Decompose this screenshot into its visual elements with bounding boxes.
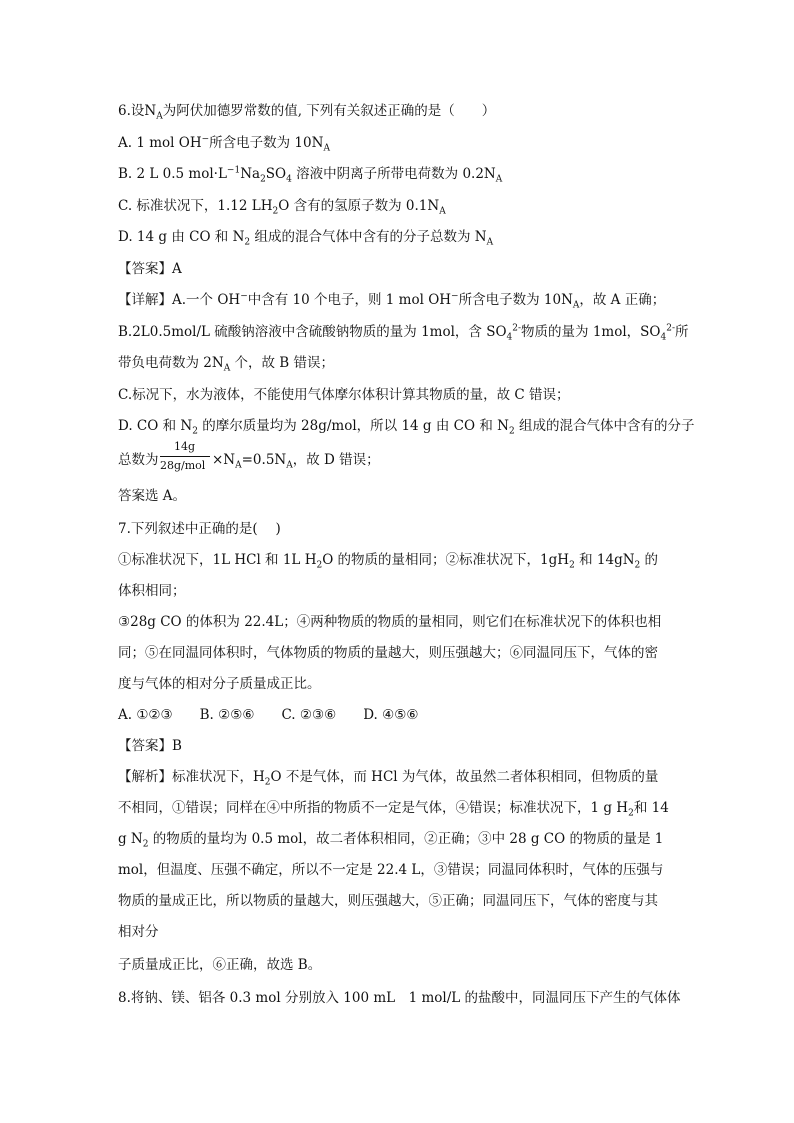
q6-option-b: B. 2 L 0.5 $mol\cdot L^{-1}Na_2SO_4$ 溶液中阴离子所带电荷数为 $0.2N_A$ [118,165,503,185]
q6-option-d: D. 14 g 由 CO 和 $N_2$ 组成的混合气体中含有的分子总数为 $N_A$ [118,229,494,248]
q7-statement-1: ①标准状况下，1L HCl 和 1L $H_2O$ 的物质的量相同；②标准状况下，$1gH_2$ 和 $14gN_2$ 的 [118,552,659,571]
fraction [160,440,210,476]
q7-analysis-6: 相对分 [118,924,159,940]
q7-analysis-4: mol，但温度、压强不确定，所以不一定是 22.4 L，③错误；同温同体积时，气体的压强与 [118,862,664,878]
q7-analysis-5: 物质的量成正比，所以物质的量越大，则压强越大，⑤正确；同温同压下，气体的密度与其 [118,893,658,909]
q7-answer: 【答案】B [118,738,182,754]
q7-statement-4: 同；⑤在同温同体积时，气体物质的物质的量越大，则压强越大；⑥同温同压下，气体的密 [118,645,658,661]
q6-option-c: C. 标准状况下，1.12 $LH_2O$ 含有的氢原子数为 $0.1N_A$ [118,198,446,217]
q7-statement-5: 度与气体的相对分子质量成正比。 [118,676,321,692]
q6-explanation-4: C.标况下，水为液体，不能使用气体摩尔体积计算其物质的量，故 C 错误； [118,387,570,403]
q7-analysis-3: g $N_2$ 的物质的量均为 0.5 mol，故二者体积相同，②正确；③中 28 g CO 的物质的量是 1 [118,831,664,850]
q7-analysis-1: 【解析】标准状况下，$H_2O$ 不是气体，而 HCl 为气体，故虽然二者体积相同，但物质的量 [118,769,659,788]
q7-analysis-7: 子质量成正比，⑥正确，故选 B。 [118,957,322,973]
q6-option-a: A. 1 mol OH−所含电子数为 $10N_A$ [118,134,330,154]
q7-stem: 7.下列叙述中正确的是( ) [118,521,281,537]
q7-analysis-2: 不相同，①错误；同样在④中所指的物质不一定是气体，④错误；标准状况下，1 g $H_2$和 14 [118,800,669,819]
q6-explanation-6-pre: 总数为 [118,452,159,468]
q7-options: A. ①②③ B. ②⑤⑥ C. ②③⑥ D. ④⑤⑥ [118,707,419,723]
fraction-bar [160,456,210,457]
q8-stem: 8.将钠、镁、铝各 0.3 mol 分别放入 100 mL 1 mol/L 的盐酸中，同温同压下产生的气体体 [118,990,681,1006]
q7-statement-3: ③28g CO 的体积为 22.4L；④两种物质的物质的量相同，则它们在标准状况下的体积也相 [118,614,662,630]
q6-explanation-2: B.2L0.5mol/L 硫酸钠溶液中含硫酸钠物质的量为 1mol，含 $SO_4^{2-}$物质的量为 1mol，$SO_4^{2-}$所 [118,323,689,343]
q6-stem: 6.设$N_A$为阿伏加德罗常数的值, 下列有关叙述正确的是（ ） [118,103,496,122]
fraction-numerator: 14g [174,440,196,453]
fraction-denominator: 28g/mol [160,459,206,472]
q6-explanation-5: D. CO 和 $N_2$ 的摩尔质量均为 28g/mol，所以 14 g 由 CO 和 $N_2$ 组成的混合气体中含有的分子 [118,418,695,437]
q6-explanation-3: 带负电荷数为 $2N_A$ 个，故 B 错误； [118,355,334,374]
q6-explanation-7: 答案选 A。 [118,488,187,504]
q6-explanation-6-post: $\times N_A=0.5N_A$，故 D 错误； [212,452,380,471]
q6-explanation-1: 【详解】A.一个 OH−中含有 10 个电子，则 1 mol OH−所含电子数为 $10N_A$，故 A 正确； [118,291,666,311]
q6-answer: 【答案】A [118,261,182,277]
q7-statement-2: 体积相同； [118,583,186,599]
